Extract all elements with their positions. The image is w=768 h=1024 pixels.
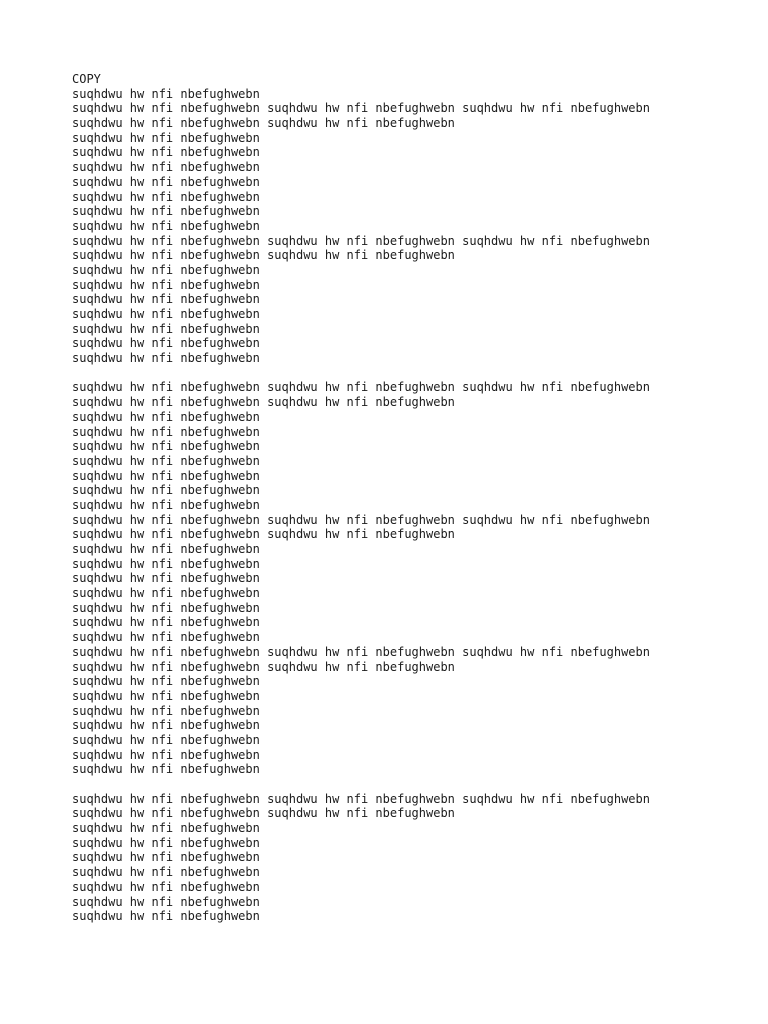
text-line: suqhdwu hw nfi nbefughwebn [72, 262, 260, 277]
text-line: suqhdwu hw nfi nbefughwebn [72, 160, 260, 175]
text-line: suqhdwu hw nfi nbefughwebn [72, 762, 260, 777]
text-line: suqhdwu hw nfi nbefughwebn [72, 174, 260, 189]
text-line: suqhdwu hw nfi nbefughwebn [72, 130, 260, 145]
text-line: suqhdwu hw nfi nbefughwebn suqhdwu hw nfi nbefughwebn suqhdwu hw nfi nbefughwebn [72, 791, 650, 806]
text-line: suqhdwu hw nfi nbefughwebn [72, 321, 260, 336]
text-line: suqhdwu hw nfi nbefughwebn suqhdwu hw nfi nbefughwebn [72, 248, 455, 263]
text-line: suqhdwu hw nfi nbefughwebn [72, 879, 260, 894]
text-line: suqhdwu hw nfi nbefughwebn [72, 453, 260, 468]
text-line: suqhdwu hw nfi nbefughwebn suqhdwu hw nfi nbefughwebn suqhdwu hw nfi nbefughwebn [72, 101, 650, 116]
text-line: suqhdwu hw nfi nbefughwebn [72, 630, 260, 645]
text-line: suqhdwu hw nfi nbefughwebn [72, 424, 260, 439]
document-body [72, 87, 712, 924]
text-line: suqhdwu hw nfi nbefughwebn [72, 351, 260, 366]
text-line: suqhdwu hw nfi nbefughwebn [72, 218, 260, 233]
text-line: suqhdwu hw nfi nbefughwebn [72, 821, 260, 836]
text-line: suqhdwu hw nfi nbefughwebn [72, 688, 260, 703]
text-line: suqhdwu hw nfi nbefughwebn [72, 703, 260, 718]
text-line: suqhdwu hw nfi nbefughwebn [72, 615, 260, 630]
text-line: suqhdwu hw nfi nbefughwebn [72, 86, 260, 101]
text-line: suqhdwu hw nfi nbefughwebn [72, 204, 260, 219]
text-line: suqhdwu hw nfi nbefughwebn [72, 439, 260, 454]
text-line: suqhdwu hw nfi nbefughwebn [72, 468, 260, 483]
text-line: suqhdwu hw nfi nbefughwebn suqhdwu hw nfi nbefughwebn suqhdwu hw nfi nbefughwebn [72, 644, 650, 659]
text-line: suqhdwu hw nfi nbefughwebn [72, 600, 260, 615]
text-line: suqhdwu hw nfi nbefughwebn suqhdwu hw nfi nbefughwebn [72, 527, 455, 542]
text-line: suqhdwu hw nfi nbefughwebn [72, 145, 260, 160]
text-line: suqhdwu hw nfi nbefughwebn [72, 483, 260, 498]
text-line: suqhdwu hw nfi nbefughwebn [72, 542, 260, 556]
text-line: suqhdwu hw nfi nbefughwebn [72, 894, 260, 909]
text-line: suqhdwu hw nfi nbefughwebn [72, 747, 260, 762]
text-line: suqhdwu hw nfi nbefughwebn suqhdwu hw nfi nbefughwebn [72, 806, 455, 821]
text-line: suqhdwu hw nfi nbefughwebn suqhdwu hw nfi nbefughwebn [72, 659, 455, 674]
text-line: suqhdwu hw nfi nbefughwebn [72, 718, 260, 733]
document-title: COPY [72, 72, 101, 86]
document-page [72, 72, 712, 924]
text-line: suqhdwu hw nfi nbefughwebn [72, 307, 260, 321]
text-line: suqhdwu hw nfi nbefughwebn [72, 336, 260, 351]
text-line: suqhdwu hw nfi nbefughwebn [72, 292, 260, 307]
text-line: suqhdwu hw nfi nbefughwebn [72, 189, 260, 204]
text-line: suqhdwu hw nfi nbefughwebn suqhdwu hw nfi nbefughwebn suqhdwu hw nfi nbefughwebn [72, 380, 650, 395]
text-line: suqhdwu hw nfi nbefughwebn suqhdwu hw nfi nbefughwebn suqhdwu hw nfi nbefughwebn [72, 512, 650, 527]
text-line: suqhdwu hw nfi nbefughwebn [72, 865, 260, 880]
text-line: suqhdwu hw nfi nbefughwebn suqhdwu hw nfi nbefughwebn suqhdwu hw nfi nbefughwebn [72, 233, 650, 248]
text-line: suqhdwu hw nfi nbefughwebn [72, 674, 260, 689]
text-line: suqhdwu hw nfi nbefughwebn [72, 556, 260, 571]
text-line: suqhdwu hw nfi nbefughwebn [72, 571, 260, 586]
text-line: suqhdwu hw nfi nbefughwebn [72, 586, 260, 601]
blank-line [72, 777, 712, 792]
text-line: suqhdwu hw nfi nbefughwebn [72, 277, 260, 292]
text-line: suqhdwu hw nfi nbefughwebn [72, 497, 260, 512]
text-line: suqhdwu hw nfi nbefughwebn suqhdwu hw nfi nbefughwebn [72, 395, 455, 410]
text-line: suqhdwu hw nfi nbefughwebn [72, 835, 260, 850]
blank-line [72, 366, 712, 381]
text-line: suqhdwu hw nfi nbefughwebn [72, 850, 260, 865]
text-line: suqhdwu hw nfi nbefughwebn [72, 409, 260, 424]
text-line: suqhdwu hw nfi nbefughwebn [72, 732, 260, 747]
text-line: suqhdwu hw nfi nbefughwebn [72, 909, 260, 924]
text-line: suqhdwu hw nfi nbefughwebn suqhdwu hw nfi nbefughwebn [72, 116, 455, 131]
